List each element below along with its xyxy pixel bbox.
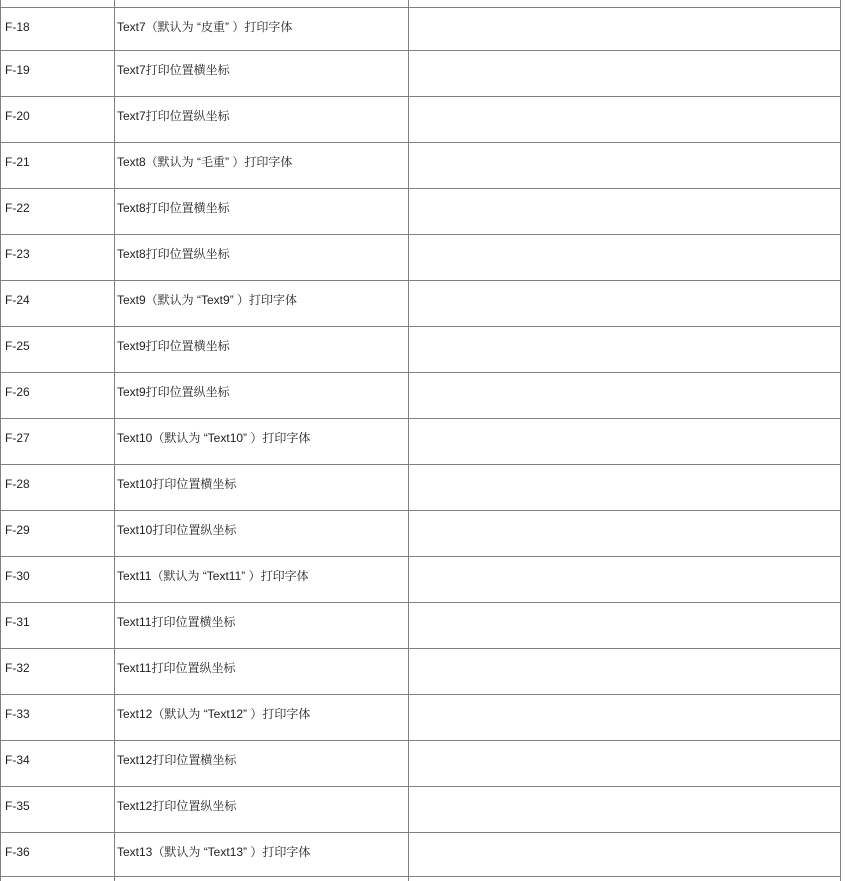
row-desc-cell: Text8打印位置纵坐标 [115, 234, 409, 280]
row-value-cell [409, 648, 841, 694]
row-desc-cell: Text9（默认为 “Text9” ）打印字体 [115, 280, 409, 326]
row-desc-cell: Text7打印位置纵坐标 [115, 96, 409, 142]
row-code-cell [1, 876, 115, 881]
row-value-cell [409, 234, 841, 280]
row-value-cell [409, 832, 841, 876]
row-value-cell [409, 50, 841, 96]
row-value-cell [409, 0, 841, 7]
table-row [1, 786, 841, 832]
row-desc-cell: Text12打印位置纵坐标 [115, 786, 409, 832]
row-code-cell: F-27 [1, 418, 115, 464]
table-row [1, 648, 841, 694]
row-code-cell: F-30 [1, 556, 115, 602]
row-code-cell: F-19 [1, 50, 115, 96]
row-value-cell [409, 7, 841, 50]
row-desc-cell: Text7（默认为 “皮重” ）打印字体 [115, 7, 409, 50]
row-desc-cell: Text12（默认为 “Text12” ）打印字体 [115, 694, 409, 740]
row-desc-cell: Text9打印位置横坐标 [115, 326, 409, 372]
table-row-partial-bottom [1, 876, 841, 881]
row-code-cell: F-34 [1, 740, 115, 786]
row-code-cell: F-24 [1, 280, 115, 326]
table-row [1, 602, 841, 648]
row-desc-cell: Text7打印位置横坐标 [115, 50, 409, 96]
row-desc-cell: Text8打印位置横坐标 [115, 188, 409, 234]
table-row [1, 464, 841, 510]
table-row [1, 280, 841, 326]
table-row [1, 50, 841, 96]
row-value-cell [409, 96, 841, 142]
table-row [1, 694, 841, 740]
row-desc-cell: Text10打印位置纵坐标 [115, 510, 409, 556]
row-desc-cell [115, 0, 409, 7]
row-code-cell: F-31 [1, 602, 115, 648]
row-code-cell: F-35 [1, 786, 115, 832]
row-code-cell: F-22 [1, 188, 115, 234]
row-desc-cell: Text10（默认为 “Text10” ）打印字体 [115, 418, 409, 464]
row-value-cell [409, 740, 841, 786]
table-row [1, 832, 841, 876]
table-row [1, 188, 841, 234]
row-code-cell: F-26 [1, 372, 115, 418]
row-value-cell [409, 464, 841, 510]
row-code-cell: F-23 [1, 234, 115, 280]
table-row [1, 740, 841, 786]
row-value-cell [409, 142, 841, 188]
table-row [1, 372, 841, 418]
row-desc-cell: Text12打印位置横坐标 [115, 740, 409, 786]
row-code-cell [1, 0, 115, 7]
row-code-cell: F-29 [1, 510, 115, 556]
row-value-cell [409, 418, 841, 464]
row-desc-cell: Text11（默认为 “Text11” ）打印字体 [115, 556, 409, 602]
row-desc-cell [115, 876, 409, 881]
table-row [1, 96, 841, 142]
row-value-cell [409, 876, 841, 881]
row-value-cell [409, 694, 841, 740]
row-code-cell: F-36 [1, 832, 115, 876]
row-value-cell [409, 188, 841, 234]
row-code-cell: F-33 [1, 694, 115, 740]
table-row [1, 234, 841, 280]
table-row [1, 418, 841, 464]
row-desc-cell: Text11打印位置横坐标 [115, 602, 409, 648]
row-desc-cell: Text11打印位置纵坐标 [115, 648, 409, 694]
table-row-partial-top [1, 0, 841, 7]
row-value-cell [409, 786, 841, 832]
row-value-cell [409, 602, 841, 648]
row-value-cell [409, 510, 841, 556]
row-desc-cell: Text8（默认为 “毛重” ）打印字体 [115, 142, 409, 188]
table-row [1, 326, 841, 372]
row-desc-cell: Text9打印位置纵坐标 [115, 372, 409, 418]
row-desc-cell: Text13（默认为 “Text13” ）打印字体 [115, 832, 409, 876]
row-code-cell: F-21 [1, 142, 115, 188]
row-code-cell: F-20 [1, 96, 115, 142]
row-value-cell [409, 280, 841, 326]
row-code-cell: F-32 [1, 648, 115, 694]
row-value-cell [409, 326, 841, 372]
row-code-cell: F-18 [1, 7, 115, 50]
table-row [1, 142, 841, 188]
row-desc-cell: Text10打印位置横坐标 [115, 464, 409, 510]
row-code-cell: F-28 [1, 464, 115, 510]
row-value-cell [409, 372, 841, 418]
row-code-cell: F-25 [1, 326, 115, 372]
table-row [1, 556, 841, 602]
row-value-cell [409, 556, 841, 602]
table-row [1, 7, 841, 50]
table-row [1, 510, 841, 556]
